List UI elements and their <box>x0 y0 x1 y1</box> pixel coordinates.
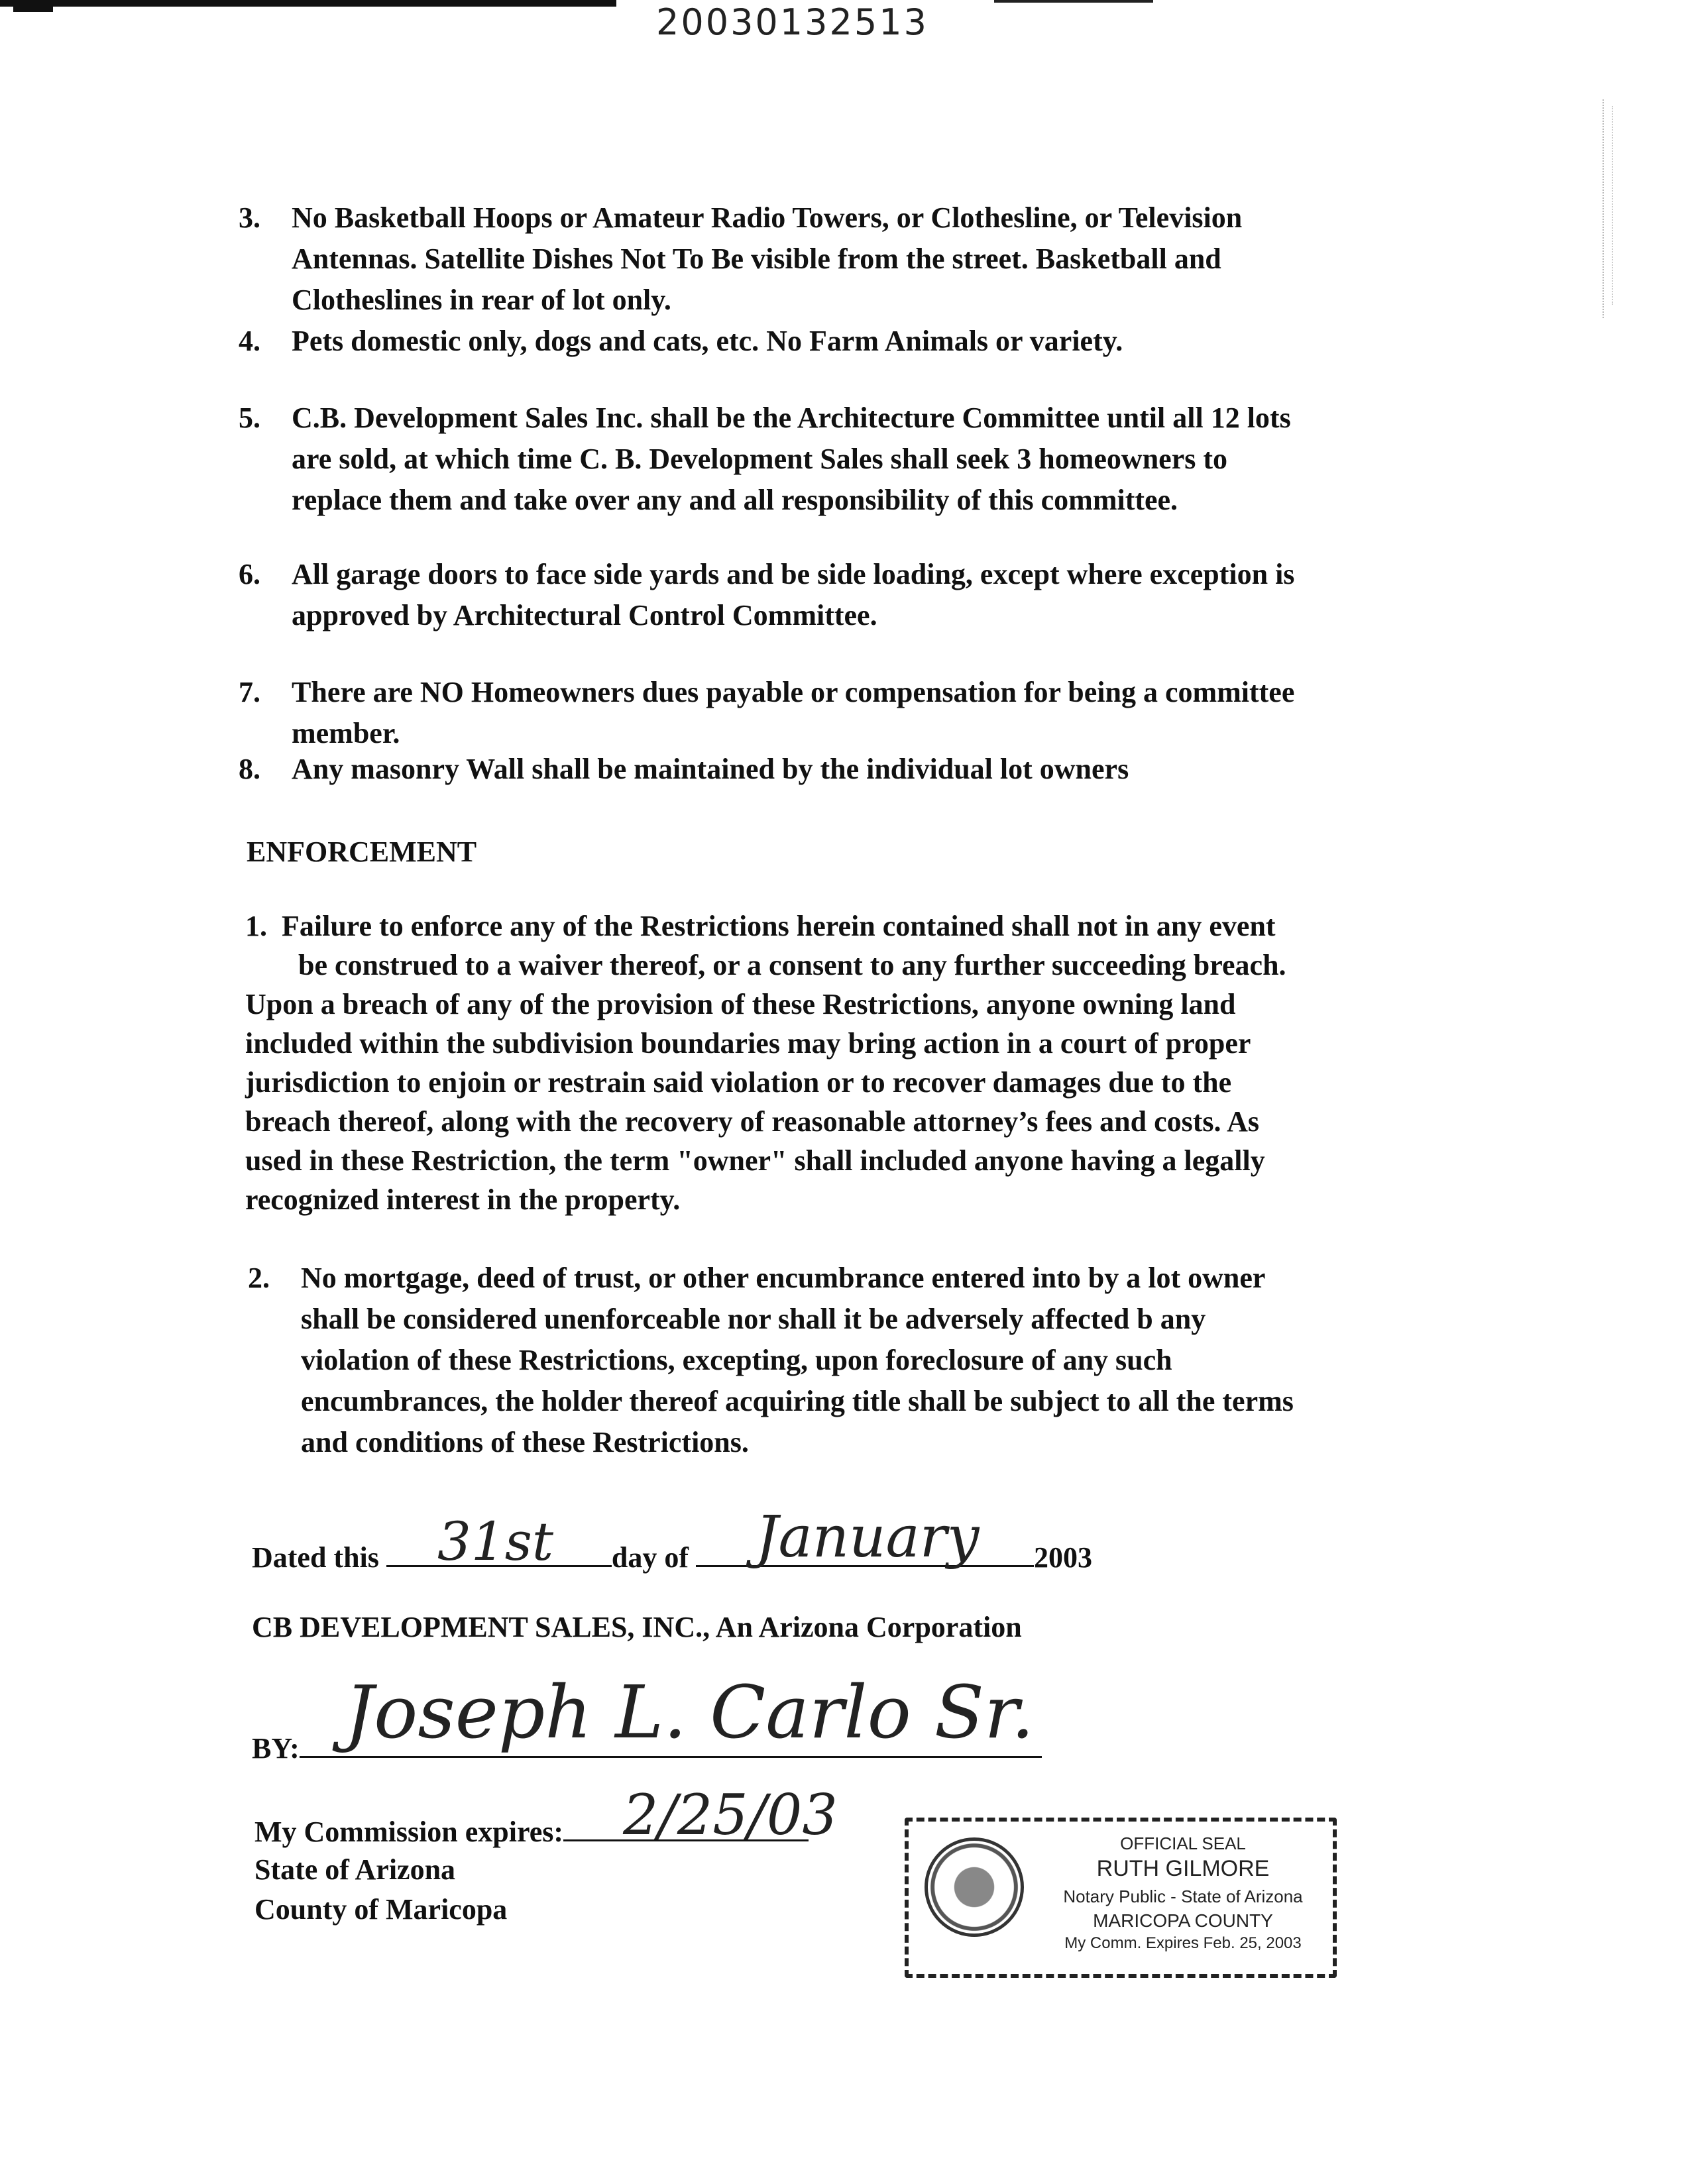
notary-seal-stamp <box>905 1818 1335 1977</box>
scan-top-rule <box>994 0 1153 3</box>
seal-line-3: Notary Public - State of Arizona <box>1063 1886 1303 1906</box>
item-line: No Basketball Hoops or Amateur Radio Towers, or Clothesline, or Television <box>292 201 1243 234</box>
county-line: County of Maricopa <box>254 1893 508 1926</box>
item-line: No mortgage, deed of trust, or other encumbrance entered into by a lot owner <box>301 1262 1266 1294</box>
item-line: Any masonry Wall shall be maintained by the individual lot owners <box>292 753 1129 785</box>
item-line: Failure to enforce any of the Restrictions herein contained shall not in any event <box>282 910 1276 942</box>
margin-stamp <box>1602 99 1641 318</box>
item-number: 6. <box>239 558 260 590</box>
month-handwritten: January <box>756 1504 980 1570</box>
item-line: There are NO Homeowners dues payable or compensation for being a committee <box>292 676 1295 708</box>
restriction-item-6 <box>239 554 1485 636</box>
seal-line-1: OFFICIAL SEAL <box>1120 1833 1246 1853</box>
restriction-item-3 <box>239 197 1485 321</box>
item-line: Upon a breach of any of the provision of these Restrictions, anyone owning land <box>245 988 1236 1020</box>
item-number: 3. <box>239 201 260 234</box>
item-line: used in these Restriction, the term "owner" shall included anyone having a legally <box>245 1144 1265 1177</box>
commission-label: My Commission expires: <box>254 1816 564 1848</box>
item-line: approved by Architectural Control Committee. <box>292 599 877 631</box>
item-line: Clotheslines in rear of lot only. <box>292 284 671 316</box>
item-line: replace them and take over any and all responsibility of this committee. <box>292 484 1178 516</box>
item-number: 4. <box>239 325 260 357</box>
scan-mark <box>13 4 53 12</box>
document-number: 20030132513 <box>656 1 928 43</box>
signature-handwritten: Joseph L. Carlo Sr. <box>345 1670 1035 1755</box>
restriction-item-5 <box>239 398 1485 521</box>
restriction-item-8 <box>239 749 1485 790</box>
item-line: encumbrances, the holder thereof acquiring title shall be subject to all the terms <box>301 1385 1294 1417</box>
seal-line-5: My Comm. Expires Feb. 25, 2003 <box>1064 1934 1302 1952</box>
restriction-item-4 <box>239 321 1485 362</box>
item-line: member. <box>292 717 400 749</box>
item-number: 2. <box>248 1262 270 1294</box>
item-line: violation of these Restrictions, excepting, upon foreclosure of any such <box>301 1344 1172 1376</box>
scan-top-bar <box>0 0 616 7</box>
enforcement-item-1 <box>245 906 1504 1219</box>
item-line: and conditions of these Restrictions. <box>301 1426 749 1458</box>
enforcement-item-2 <box>248 1258 1494 1463</box>
seal-line-4: MARICOPA COUNTY <box>1093 1910 1273 1931</box>
item-line: be construed to a waiver thereof, or a consent to any further succeeding breach. <box>298 949 1286 981</box>
dated-label: Dated this <box>252 1541 379 1574</box>
item-number: 1. <box>245 910 267 942</box>
company-name: CB DEVELOPMENT SALES, INC., An Arizona Corporation <box>252 1611 1022 1643</box>
by-label: BY: <box>252 1732 300 1765</box>
item-line: included within the subdivision boundaries may bring action in a court of proper <box>245 1027 1251 1060</box>
commission-date-handwritten: 2/25/03 <box>623 1782 838 1847</box>
day-handwritten: 31st <box>437 1511 553 1572</box>
state-line: State of Arizona <box>254 1853 456 1886</box>
item-number: 5. <box>239 402 260 434</box>
item-number: 8. <box>239 753 260 785</box>
item-line: Pets domestic only, dogs and cats, etc. No Farm Animals or variety. <box>292 325 1123 357</box>
restriction-item-7 <box>239 672 1485 754</box>
item-line: recognized interest in the property. <box>245 1183 681 1216</box>
item-line: C.B. Development Sales Inc. shall be the Architecture Committee until all 12 lots <box>292 402 1291 434</box>
item-number: 7. <box>239 676 260 708</box>
item-line: are sold, at which time C. B. Development Sales shall seek 3 homeowners to <box>292 443 1227 475</box>
item-line: breach thereof, along with the recovery of reasonable attorney’s fees and costs. As <box>245 1105 1260 1138</box>
item-line: All garage doors to face side yards and be side loading, except where exception is <box>292 558 1295 590</box>
year: 2003 <box>1034 1541 1093 1574</box>
item-line: jurisdiction to enjoin or restrain said violation or to recover damages due to the <box>245 1066 1232 1099</box>
seal-notary-name: RUTH GILMORE <box>1096 1856 1270 1881</box>
item-line: shall be considered unenforceable nor shall it be adversely affected b any <box>301 1303 1206 1335</box>
arizona-state-seal-icon <box>925 1837 1024 1937</box>
enforcement-heading: ENFORCEMENT <box>247 836 477 868</box>
day-of-label: day of <box>611 1541 689 1574</box>
item-line: Antennas. Satellite Dishes Not To Be visible from the street. Basketball and <box>292 243 1221 275</box>
